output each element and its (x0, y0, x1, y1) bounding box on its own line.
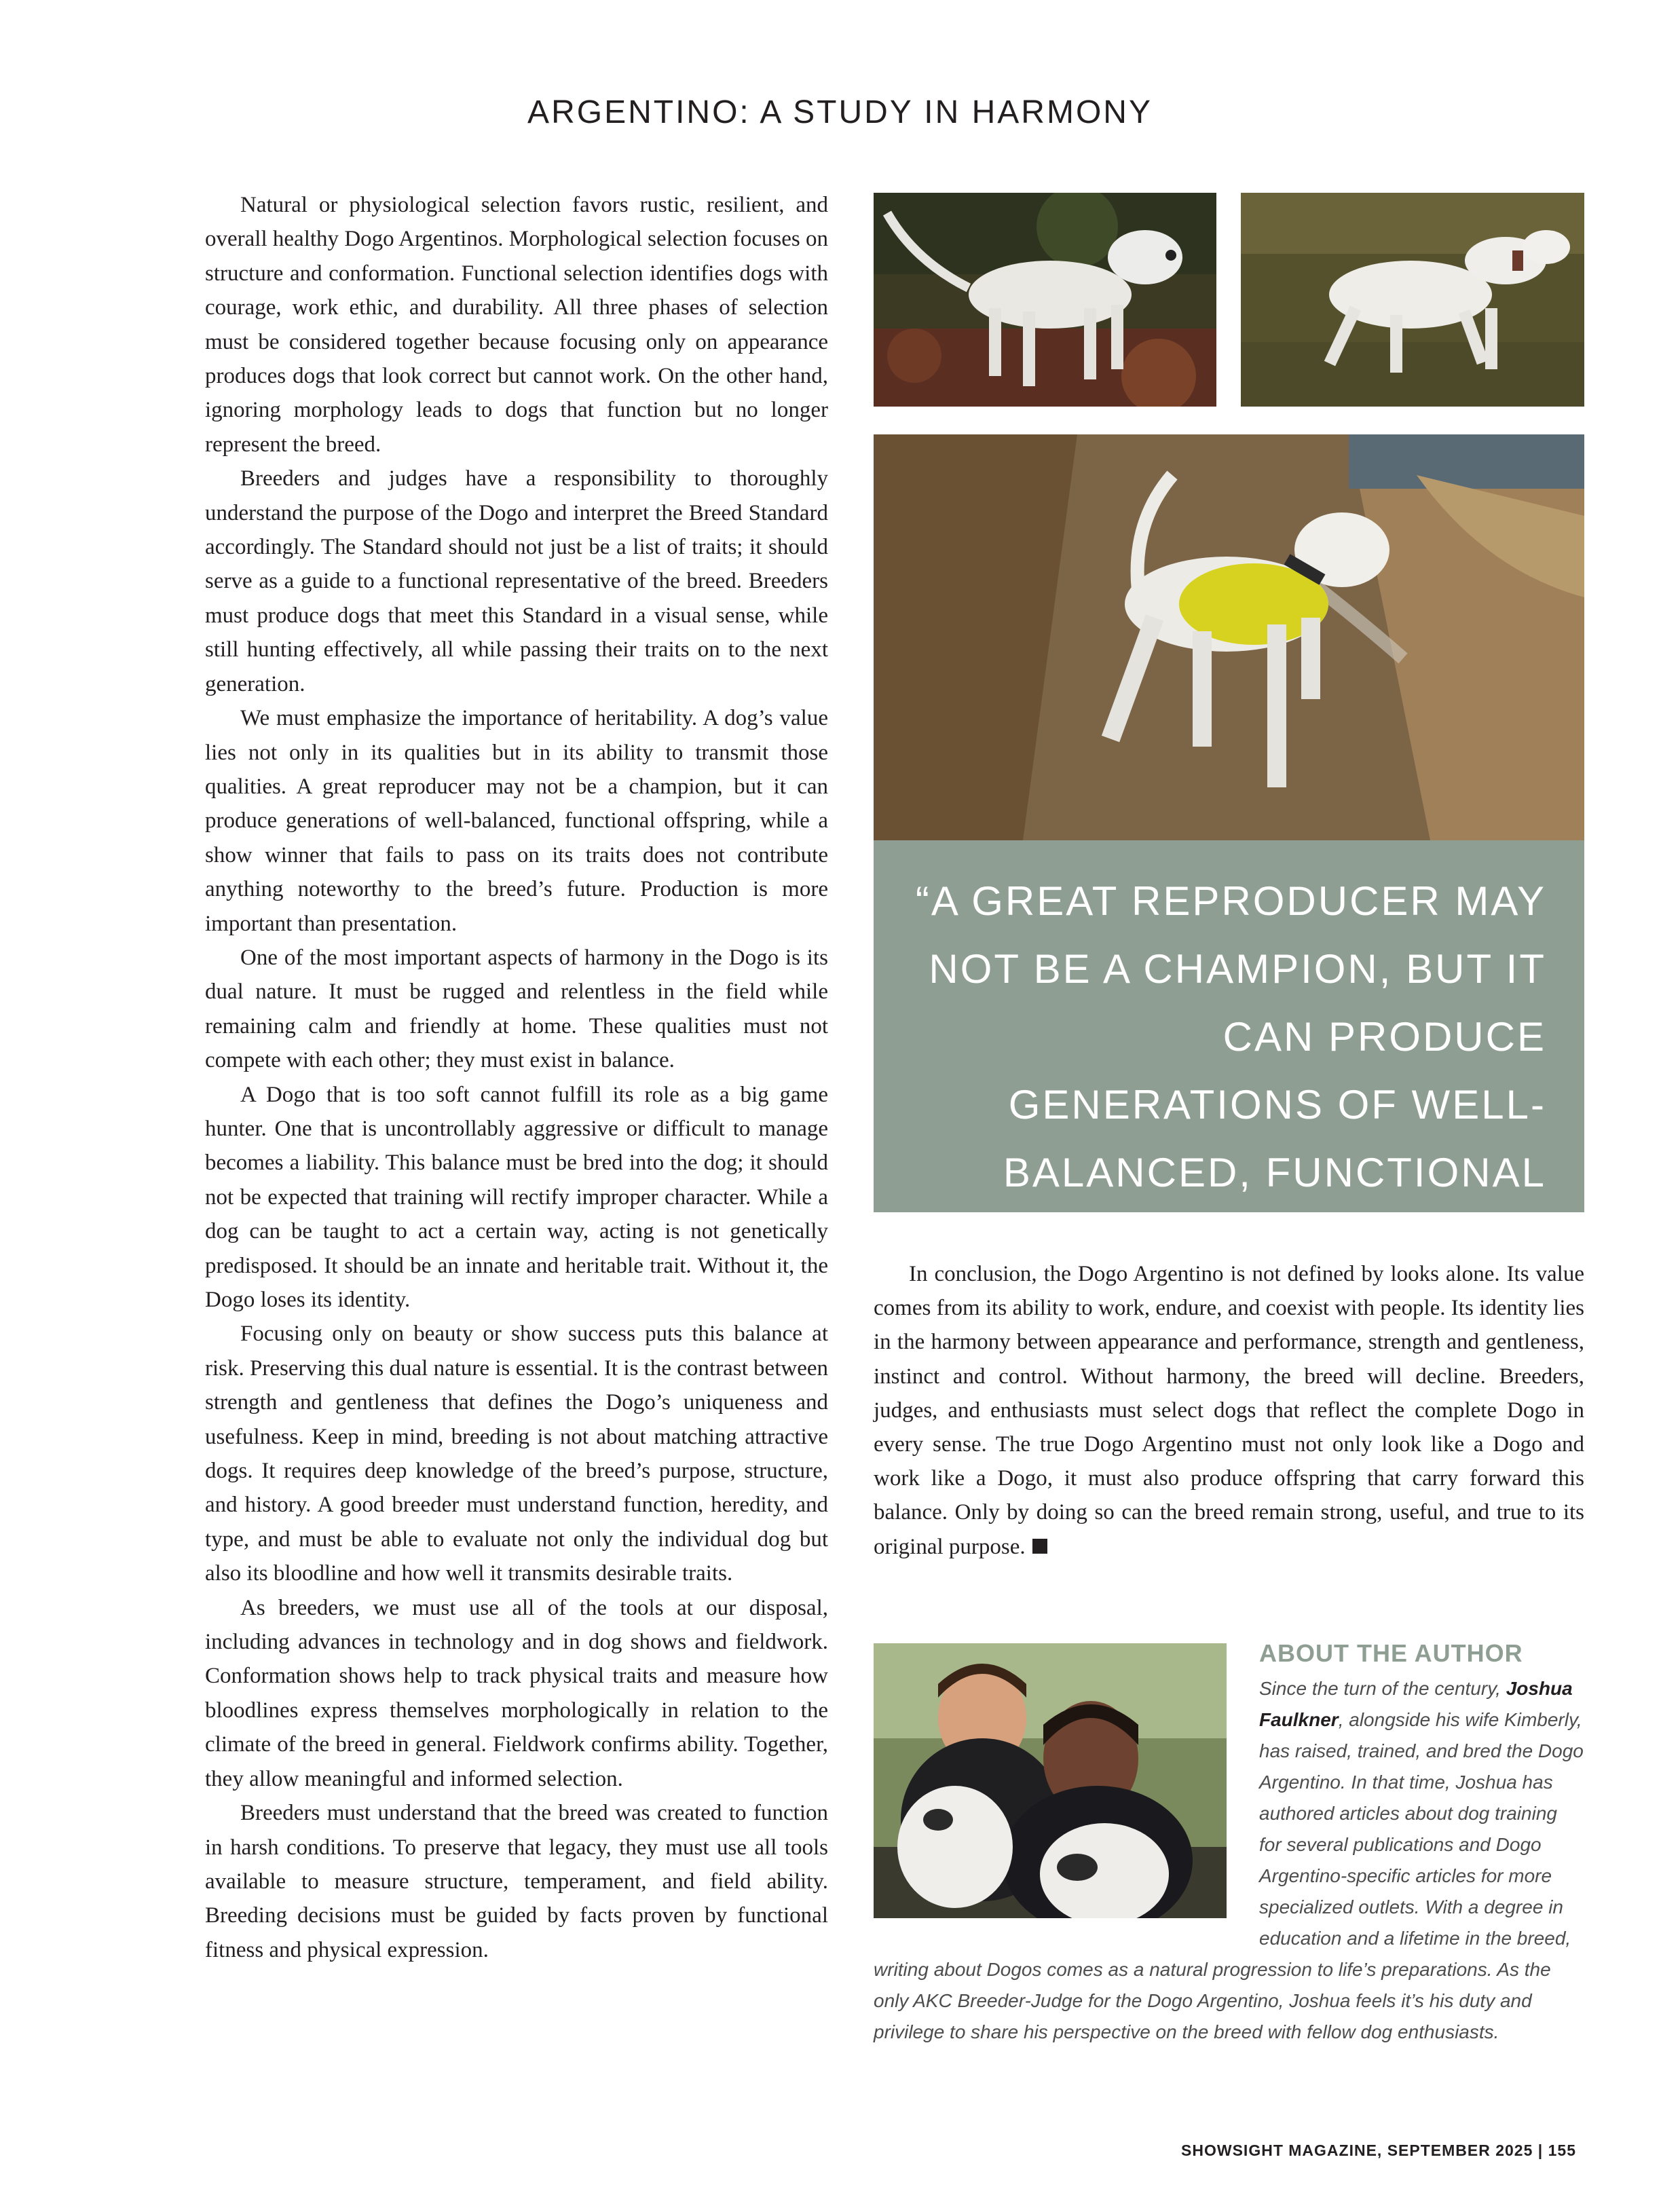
author-bio-text: , alongside his wife Kimberly, has raised, trained, and bred the Dogo Argentino. In that time, Joshua has authored articles about dog training for several publications and Dogo Argentino-specific articles for more specialized outlets. With a degree in education and a lifetime in the breed, writing about Dogos comes as a natural progression to life’s preparations. As the only AKC Breeder-Judge for the Dogo Argentino, Joshua feels it’s his duty and privilege to share his perspective on the breed with fellow dog enthusiasts. (874, 1709, 1584, 2042)
pull-quote: “A GREAT REPRODUCER MAY NOT BE A CHAMPION, BUT IT CAN PRODUCE GENERATIONS OF WELL-BALANCED, FUNCTIONAL OFFSPRING...” (874, 840, 1584, 1212)
footer-separator: | (1537, 2141, 1544, 2159)
author-bio-intro: Since the turn of the century, (1259, 1678, 1501, 1699)
conclusion-column (874, 1257, 1584, 1564)
page-number: 155 (1548, 2141, 1576, 2159)
paragraph: Breeders and judges have a responsibility to thoroughly understand the purpose of the Dogo and interpret the Breed Standard accordingly. The Standard should not just be a list of traits; it should serve as a guide to a functional representative of the breed. Breeders must produce dogs that meet this Standard in a visual sense, while still hunting effectively, all while passing their traits on to the next generation. (205, 466, 828, 696)
paragraph: Natural or physiological selection favors rustic, resilient, and overall healthy Dogo Argentinos. Morphological selection focuses on structure and conformation. Functional selection identifies dogs with courage, work ethic, and durability. All three phases of selection must be considered together because focusing only on appearance produces dogs that look correct but cannot work. On the other hand, ignoring morphology leads to dogs that function but no longer represent the breed. (205, 193, 828, 457)
paragraph: One of the most important aspects of harmony in the Dogo is its dual nature. It must be rugged and relentless in the field while remaining calm and friendly at home. These qualities must not compete with each other; they must exist in balance. (205, 945, 828, 1073)
paragraph: Focusing only on beauty or show success puts this balance at risk. Preserving this dual nature is essential. It is the contrast between strength and gentleness that defines the Dogo’s uniqueness and usefulness. Keep in mind, breeding is not about matching attractive dogs. It requires deep knowledge of the breed’s purpose, structure, and history. A good breeder must understand function, heredity, and type, and must be able to evaluate not only the individual dog but also its bloodline and how well it transmits desirable traits. (205, 1322, 828, 1586)
dog-trotting-photo (1241, 193, 1584, 407)
paragraph: As breeders, we must use all of the tools at our disposal, including advances in technology and in dog shows and fieldwork. Conformation shows help to track physical traits and measure how bloodlines express themselves morphologically in relation to the climate of the breed in general. Fieldwork confirms ability. Together, they allow meaningful and informed selection. (205, 1595, 828, 1791)
about-author-box (874, 1638, 1584, 2048)
paragraph: Breeders must understand that the breed was created to function in harsh conditions. To preserve that legacy, they must use all tools available to measure structure, temperament, and field ability. Breeding decisions must be guided by facts proven by functional fitness and physical expression. (205, 1801, 828, 1962)
dog-yellow-vest-photo (874, 434, 1584, 840)
about-author-heading: ABOUT THE AUTHOR (1259, 1639, 1523, 1667)
author-family-photo (874, 1643, 1227, 1918)
page-footer (1181, 2141, 1576, 2160)
author-name: Joshua Faulkner (1259, 1678, 1573, 1730)
dog-forest-photo (874, 193, 1216, 407)
page-header-title: ARGENTINO: A STUDY IN HARMONY (527, 94, 1153, 130)
conclusion-text: In conclusion, the Dogo Argentino is not defined by looks alone. Its value comes from its ability to work, endure, and coexist with people. Its identity lies in the harmony between appearance and performance, strength and gentleness, instinct and control. Without harmony, the breed will decline. Breeders, judges, and enthusiasts must select dogs that reflect the complete Dogo in every sense. The true Dogo Argentino must not only look like a Dogo and work like a Dogo, it must also produce offspring that carry forward this balance. Only by doing so can the breed remain strong, useful, and true to its original purpose. (874, 1262, 1584, 1559)
paragraph: We must emphasize the importance of heritability. A dog’s value lies not only in its qualities but in its ability to transmit those qualities. A great reproducer may not be a champion, but it can produce generations of well-balanced, functional offspring, while a show winner that fails to pass on its traits does not contribute anything noteworthy to the breed’s future. Production is more important than presentation. (205, 706, 828, 936)
article-left-column (205, 188, 828, 1967)
footer-magazine: SHOWSIGHT MAGAZINE, SEPTEMBER 2025 (1181, 2141, 1533, 2159)
end-mark-icon (1032, 1539, 1047, 1554)
paragraph: A Dogo that is too soft cannot fulfill its role as a big game hunter. One that is uncontrollably aggressive or difficult to manage becomes a liability. This balance must be bred into the dog; it should not be expected that training will rectify improper character. While a dog can be taught to act a certain way, acting is not genetically predisposed. It should be an innate and heritable trait. Without it, the Dogo loses its identity. (205, 1082, 828, 1312)
conclusion-paragraph (874, 1257, 1584, 1564)
